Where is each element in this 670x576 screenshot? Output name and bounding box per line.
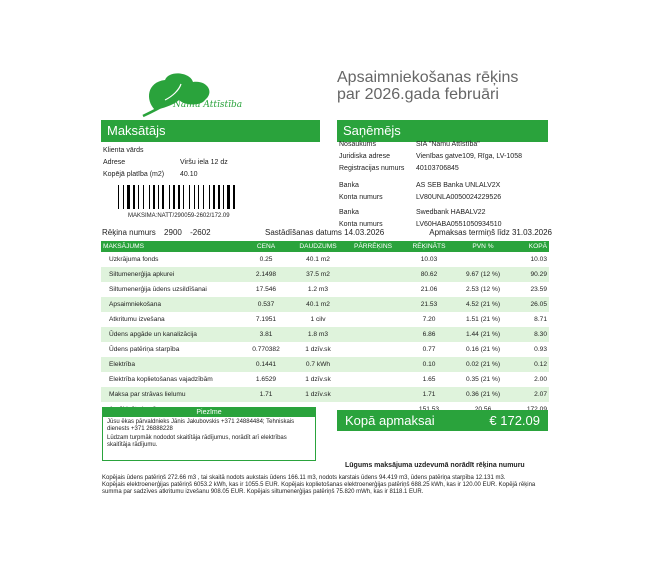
row-recalc	[345, 342, 401, 357]
invoice-title	[337, 69, 518, 103]
charges-table	[101, 241, 549, 417]
col-header-price: CENA	[241, 241, 291, 252]
barcode-bar	[183, 185, 184, 209]
row-quantity: 1 cilv	[310, 316, 326, 323]
tree-leaf-icon	[135, 70, 265, 120]
col-header-vat: PVN %	[457, 241, 509, 252]
company-logo	[135, 70, 265, 120]
logo-brand-text: Namu Attīstība	[173, 100, 243, 110]
row-calculated: 1.71	[401, 387, 457, 402]
row-total: 0.93	[534, 346, 547, 353]
barcode-bar	[169, 185, 170, 209]
barcode-bar	[221, 185, 222, 209]
barcode-bar	[223, 185, 224, 209]
table-row	[101, 297, 549, 312]
table-row	[101, 252, 549, 267]
barcode-bar	[178, 185, 180, 209]
row-vat: 2.53 (12 %)	[465, 286, 501, 293]
barcode-bar	[213, 185, 215, 209]
row-vat: 1.51 (21 %)	[465, 316, 501, 323]
barcode-bar	[171, 185, 172, 209]
row-total: 2.07	[509, 387, 549, 402]
barcode-bar	[127, 185, 130, 209]
row-calculated: 80.62	[401, 267, 457, 282]
barcode-bar	[120, 185, 122, 209]
address-label: Adrese	[103, 159, 126, 166]
row-calculated: 21.53	[401, 297, 457, 312]
row-calculated: 6.86	[401, 327, 457, 342]
row-price: 1.71	[241, 387, 291, 402]
receiver-row-account2: Konta numurs LV60HABA0551050934510	[339, 221, 502, 228]
row-payment: Siltumenerģija apkurei	[101, 267, 241, 282]
area-label: Kopējā platība (m2)	[103, 171, 165, 178]
row-recalc	[345, 267, 401, 282]
client-label: Klienta vārds	[103, 147, 144, 154]
row-calculated: 10.03	[420, 256, 438, 263]
row-payment: Maksa par strāvas lielumu	[101, 387, 241, 402]
barcode-bar	[233, 185, 235, 209]
row-calculated: 0.10	[401, 357, 457, 372]
row-vat: 9.67 (12 %)	[457, 267, 509, 282]
barcode-bar	[136, 185, 137, 209]
barcode-bar	[145, 185, 148, 209]
barcode-bar	[153, 185, 155, 209]
receiver-row-address: Juridiska adrese Vienības gatve109, Rīga, LV-1058	[339, 153, 522, 160]
row-quantity: 40.1 m2	[306, 256, 330, 263]
invoice-meta-row	[102, 228, 552, 238]
receiver-row-bank2: Banka Swedbank HABALV22	[339, 209, 486, 216]
barcode-bar	[227, 185, 230, 209]
table-row	[101, 312, 549, 327]
row-recalc	[345, 252, 401, 267]
barcode-bar	[158, 185, 159, 209]
footer-line2: Kopējais elektroenerģijas patēriņš 6053.2 kWh, kas ir 1055.5 EUR. Kopējais koplietošanas elektroenerģijas patēriņš 688.25 kWh, kas ir 120.00 EUR. Kopējā rēķina summa par sadzīves atkritumu izvešanu 908.05 EUR. Kopējais siltumenerģijas patēriņš 75.820 mWh, kas ir 8118.1 EUR.	[102, 482, 536, 495]
row-quantity: 37.5 m2	[291, 267, 345, 282]
table-row	[101, 327, 549, 342]
table-header-row	[101, 241, 549, 252]
row-total: 90.29	[509, 267, 549, 282]
payer-details	[103, 145, 313, 181]
receiver-row-bank1: Banka AS SEB Banka UNLALV2X	[339, 182, 501, 189]
row-payment: Ūdens patēriņa starpība	[109, 346, 180, 353]
row-recalc	[345, 372, 401, 387]
row-calculated: 7.20	[422, 316, 436, 323]
row-recalc	[345, 327, 401, 342]
barcode-bar	[125, 185, 126, 209]
barcode-bar	[209, 185, 210, 209]
receiver-row-name: Nosaukums SIA "Namu Attīstība"	[339, 141, 480, 148]
row-total: 10.03	[530, 256, 547, 263]
barcode-bar	[131, 185, 132, 209]
row-price: 1.6529	[255, 376, 277, 383]
col-header-quantity: DAUDZUMS	[291, 241, 345, 252]
note-title: Piezīme	[103, 408, 315, 417]
barcode-bar	[189, 185, 190, 209]
total-to-pay-label: Kopā apmaksai	[345, 413, 435, 428]
barcode-text: MAKSIMA:NATT/290059-2602/172.09	[128, 213, 230, 219]
row-recalc	[345, 387, 401, 402]
table-row	[101, 387, 549, 402]
invoice-title-line1: Apsaimniekošanas rēķins	[337, 69, 519, 86]
note-line1: Jūsu ēkas pārvaldnieks Jānis Jakubovskis +371 24884484; Tehniskais dienests +371 26888228	[107, 419, 295, 432]
row-vat	[457, 252, 509, 267]
table-row	[101, 267, 549, 282]
note-box	[102, 407, 316, 461]
barcode-bar	[133, 185, 135, 209]
barcode	[118, 185, 238, 209]
receiver-row-account1: Konta numurs LV80UNLA0050024229526	[339, 194, 502, 201]
row-payment: Atkritumu izvešana	[109, 316, 165, 323]
barcode-bar	[218, 185, 220, 209]
row-quantity: 1.2 m3	[307, 286, 329, 293]
row-payment: Apsaimniekošana	[101, 297, 241, 312]
barcode-bar	[149, 185, 150, 209]
receiver-details	[339, 139, 554, 231]
barcode-bar	[191, 185, 193, 209]
barcode-bar	[236, 185, 237, 209]
row-payment: Ūdens apgāde un kanalizācija	[101, 327, 241, 342]
barcode-bar	[176, 185, 177, 209]
row-price: 0.770382	[252, 346, 280, 353]
payer-section-title: Maksātājs	[101, 120, 320, 142]
invoice-number-b: -2602	[190, 228, 211, 237]
row-total: 0.12	[509, 357, 549, 372]
barcode-bar	[156, 185, 157, 209]
barcode-bar	[165, 185, 168, 209]
row-price: 7.1951	[255, 316, 277, 323]
row-price: 0.1441	[241, 357, 291, 372]
col-header-total: KOPĀ	[509, 241, 549, 252]
invoice-number-a: 2900	[164, 228, 182, 237]
row-calculated: 0.77	[422, 346, 436, 353]
barcode-bar	[123, 185, 124, 209]
barcode-bar	[225, 185, 226, 209]
row-quantity: 1 dzīv.sk	[305, 376, 331, 383]
row-vat: 1.44 (21 %)	[457, 327, 509, 342]
row-recalc	[345, 357, 401, 372]
row-total: 23.59	[530, 286, 547, 293]
barcode-bar	[118, 185, 119, 209]
barcode-bar	[143, 185, 144, 209]
row-quantity: 1 dzīv.sk	[291, 387, 345, 402]
barcode-bar	[200, 185, 202, 209]
row-quantity: 0.7 kWh	[291, 357, 345, 372]
col-header-recalc: PĀRRĒĶINS	[345, 241, 401, 252]
row-vat: 4.52 (21 %)	[457, 297, 509, 312]
receiver-section-title: Saņēmējs	[337, 120, 548, 142]
invoice-title-line2: par 2026.gada februāri	[337, 86, 499, 103]
address-value: Viršu iela 12 dz	[180, 159, 228, 166]
barcode-bar	[196, 185, 197, 209]
row-total: 2.00	[534, 376, 547, 383]
row-total: 8.30	[509, 327, 549, 342]
row-vat: 0.16 (21 %)	[465, 346, 501, 353]
barcode-bar	[203, 185, 204, 209]
total-to-pay-box	[337, 410, 548, 431]
col-header-calculated: RĒĶINĀTS	[401, 241, 457, 252]
row-total: 26.05	[509, 297, 549, 312]
barcode-bar	[198, 185, 199, 209]
table-row	[101, 282, 549, 297]
row-payment: Uzkrājuma fonds	[109, 256, 159, 263]
table-row	[101, 357, 549, 372]
barcode-bar	[162, 185, 164, 209]
row-calculated: 1.65	[422, 376, 436, 383]
row-quantity: 1 dzīv.sk	[305, 346, 331, 353]
row-price: 0.537	[241, 297, 291, 312]
row-vat: 0.35 (21 %)	[465, 376, 501, 383]
barcode-bar	[140, 185, 142, 209]
row-price: 2.1498	[241, 267, 291, 282]
row-calculated: 21.06	[420, 286, 438, 293]
row-recalc	[345, 312, 401, 327]
table-row	[101, 372, 549, 387]
area-value: 40.10	[180, 171, 198, 178]
row-payment: Elektrība koplietošanas vajadzībām	[109, 376, 213, 383]
barcode-bar	[181, 185, 182, 209]
table-row	[101, 342, 549, 357]
due-date: Apmaksas termiņš līdz 31.03.2026	[429, 228, 552, 237]
barcode-bar	[216, 185, 217, 209]
total-to-pay-amount: € 172.09	[489, 413, 540, 428]
barcode-bar	[205, 185, 208, 209]
barcode-bar	[211, 185, 212, 209]
barcode-bar	[194, 185, 195, 209]
consumption-footer	[102, 475, 550, 496]
row-recalc	[345, 282, 401, 297]
barcode-bar	[173, 185, 175, 209]
issue-date: Sastādīšanas datums 14.03.2026	[265, 228, 385, 237]
barcode-bar	[138, 185, 139, 209]
row-total: 8.71	[534, 316, 547, 323]
invoice-number-label: Rēķina numurs	[102, 228, 156, 237]
row-vat: 0.36 (21 %)	[457, 387, 509, 402]
row-price: 3.81	[241, 327, 291, 342]
footer-line1: Kopējais ūdens patēriņš 272.66 m3 , tai skaitā nodots aukstais ūdens 166.11 m3, nodots karstais ūdens 94.419 m3, ūdens patēriņa starpība 12.131 m3.	[102, 475, 506, 481]
col-header-payment: MAKSĀJUMS	[101, 241, 241, 252]
row-vat: 0.02 (21 %)	[457, 357, 509, 372]
row-quantity: 40.1 m2	[291, 297, 345, 312]
payment-reference-request: Lūgums maksājuma uzdevumā norādīt rēķina numuru	[345, 462, 525, 469]
barcode-bar	[231, 185, 232, 209]
barcode-bar	[185, 185, 188, 209]
note-line2: Lūdzam turpmāk nododot skaitītāja rādījumus, norādīt arī elektrības skaitītāja rādījumu.	[107, 435, 287, 448]
receiver-row-regnum: Registracijas numurs 40103706845	[339, 165, 459, 172]
row-price: 0.25	[259, 256, 273, 263]
barcode-bar	[151, 185, 152, 209]
row-price: 17.546	[255, 286, 277, 293]
row-recalc	[345, 297, 401, 312]
charges-table-wrap	[101, 241, 549, 417]
barcode-bar	[160, 185, 161, 209]
row-payment: Siltumenerģija ūdens uzsildīšanai	[109, 286, 207, 293]
row-payment: Elektrība	[101, 357, 241, 372]
row-quantity: 1.8 m3	[291, 327, 345, 342]
